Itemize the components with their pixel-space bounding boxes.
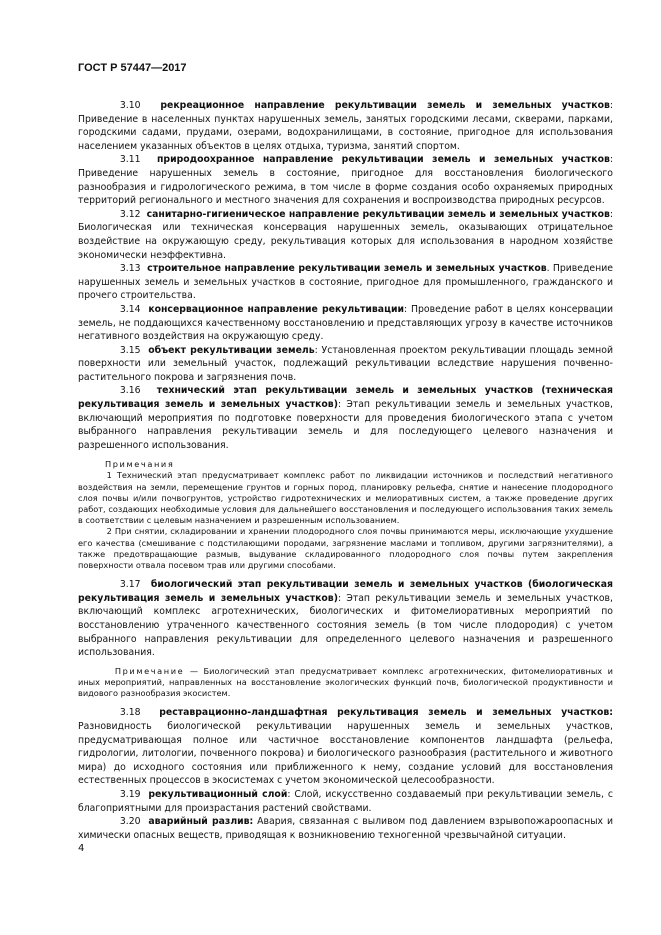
definition-text: : Приведение в населенных пунктах нарушенных земель, занятых городскими лесами, скверами, парками, городскими садами, прудами, озерами, водохранилищами, в состояние, пригодное для использования населением указанных объектов в целях отдыха, туризма, занятий спортом. xyxy=(78,100,613,152)
definition-3-10 xyxy=(78,99,613,153)
definition-3-13 xyxy=(78,262,613,303)
definition-text: : Биологическая или техническая консервация нарушенных земель, оказывающих отрицательное воздействие на окружающую среду, рекультивация которых для использования в народном хозяйстве экономически неэффективна. xyxy=(78,208,613,261)
definition-3-18 xyxy=(78,706,613,788)
note-text: — Биологический этап предусматривает комплекс агротехнических, фитомелиоративных и иных мероприятий, направленных на восстановление экологических функций почв, биологической продуктивности и видового разнообразия экосистем. xyxy=(78,665,613,699)
note-2: 2 При снятии, складировании и хранении плодородного слоя почвы принимаются меры, исключающие ухудшение его качества (смешивание с подстилающими породами, загрязнение маслами и топливом, другими загрязнителями), а также предотвращающие размыв, выдувание складированного плодородного слоя почвы путем закрепления поверхности отвала посевом трав или другими способами. xyxy=(78,526,613,571)
defined-term: строительное направление рекультивации земель и земельных участков xyxy=(147,263,547,275)
notes-3-16 xyxy=(78,459,613,571)
note-label: Примечание xyxy=(114,665,185,676)
defined-term: аварийный разлив: xyxy=(148,816,254,828)
clause-number: 3.13 xyxy=(119,263,141,275)
clause-number: 3.20 xyxy=(119,816,141,828)
note-3-17 xyxy=(78,666,613,700)
definition-3-19 xyxy=(78,788,613,815)
clause-number: 3.16 xyxy=(119,385,141,397)
definition-text: : Слой, искусственно создаваемый при рекультивации земель, с благоприятными для произрастания растений свойствами. xyxy=(78,789,613,814)
defined-term: природоохранное направление рекультивации земель и земельных участков xyxy=(157,154,610,166)
definition-3-20 xyxy=(78,815,613,842)
defined-term: реставрационно-ландшафтная рекультивация земель и земельных участков: xyxy=(159,707,613,719)
definition-3-12 xyxy=(78,208,613,262)
clause-number: 3.17 xyxy=(119,579,141,591)
definition-text: : Приведение нарушенных земель в состояние, пригодное для восстановления биологического разнообразия и гидрологического режима, в том числе в форме создания особо охраняемых природных территорий регионального и местного значения для сохранения и воспроизводства природных ресурсов. xyxy=(78,154,613,207)
clause-number: 3.15 xyxy=(119,344,141,356)
definition-3-14 xyxy=(78,303,613,344)
definition-text: : Проведение работ в целях консервации земель, не поддающихся качественному восстановлению и представляющих угрозу в качестве источников негативного воздействия на окружающую среду. xyxy=(78,303,613,343)
defined-term: рекреационное направление рекультивации земель и земельных участков xyxy=(160,100,610,111)
clause-number: 3.12 xyxy=(119,208,141,220)
defined-term: санитарно-гигиеническое направление рекультивации земель и земельных участков xyxy=(146,208,610,220)
defined-term: объект рекультивации земель xyxy=(148,344,315,356)
definition-text: : Установленная проектом рекультивации площадь земной поверхности или земельный участок, подлежащий рекультивации вследствие нарушения почвенно-растительного покрова и загрязнения почв. xyxy=(78,344,613,383)
clause-number: 3.14 xyxy=(119,303,141,315)
note-1: 1 Технический этап предусматривает комплекс работ по ликвидации источников и последствий негативного воздействия на земли, перемещение грунтов и горных пород, планировку рельефа, снятие и нанесение плодородного слоя почвы и/или почвогрунтов, устройство гидротехнических и мелиоративных систем, а также проведение других работ, создающих необходимые условия для дальнейшего восстановления и последующего использования таких земель в соответствии с целевым назначением и разрешенным использованием. xyxy=(78,470,613,526)
standard-header: ГОСТ Р 57447—2017 xyxy=(78,62,187,74)
definition-3-11 xyxy=(78,153,613,207)
defined-term: рекультивационный слой xyxy=(148,789,288,800)
definition-text: : Этап рекультивации земель и земельных участков, включающий комплекс агротехнических, биологических и фитомелиоративных мероприятий по восстановлению утраченного качественного состояния земель (в том числе плодородия) с учетом выбранного направления рекультивации для определенного целевого назначения и разрешенного использования. xyxy=(78,592,613,659)
definition-3-15 xyxy=(78,344,613,385)
defined-term: технический этап рекультивации земель и земельных участков (техническая рекультивация земель и земельных участков) xyxy=(78,385,613,411)
definition-text: Разновидность биологической рекультивации нарушенных земель и земельных участков, предусматривающая полное или частичное восстановление компонентов ландшафта (рельефа, гидрологии, литологии, почвенного покрова) и биологического разнообразия (растительного и животного мира) до исходного состояния или приближенного к нему, создание условий для восстановления естественных процессов в экосистемах с учетом экономической целесообразности. xyxy=(78,721,613,787)
defined-term: биологический этап рекультивации земель и земельных участков (биологическая рекультивация земель и земельных участков) xyxy=(78,579,613,604)
defined-term: консервационное направление рекультивации xyxy=(148,303,404,315)
page-number: 4 xyxy=(78,843,85,854)
clause-number: 3.11 xyxy=(119,154,141,166)
clause-number: 3.19 xyxy=(119,789,141,800)
clause-number: 3.18 xyxy=(119,707,141,719)
clause-number: 3.10 xyxy=(119,100,141,111)
definition-3-17 xyxy=(78,578,613,660)
notes-heading: Примечания xyxy=(105,459,175,470)
definition-3-16 xyxy=(78,384,613,452)
definition-text: . Приведение нарушенных земель и земельных участков в состояние, пригодное для промышленного, гражданского и прочего строительства. xyxy=(78,263,613,302)
definition-text: : Этап рекультивации земель и земельных участков, включающий мероприятия по подготовке поверхности для проведения биологического этапа с учетом выбранного направления рекультивации земель и для последующего целевого назначения и разрешенного использования. xyxy=(78,399,613,451)
definition-text: Авария, связанная с выливом под давлением взрывопожароопасных и химически опасных веществ, приводящая к возникновению техногенной чрезвычайной ситуации. xyxy=(78,816,613,841)
